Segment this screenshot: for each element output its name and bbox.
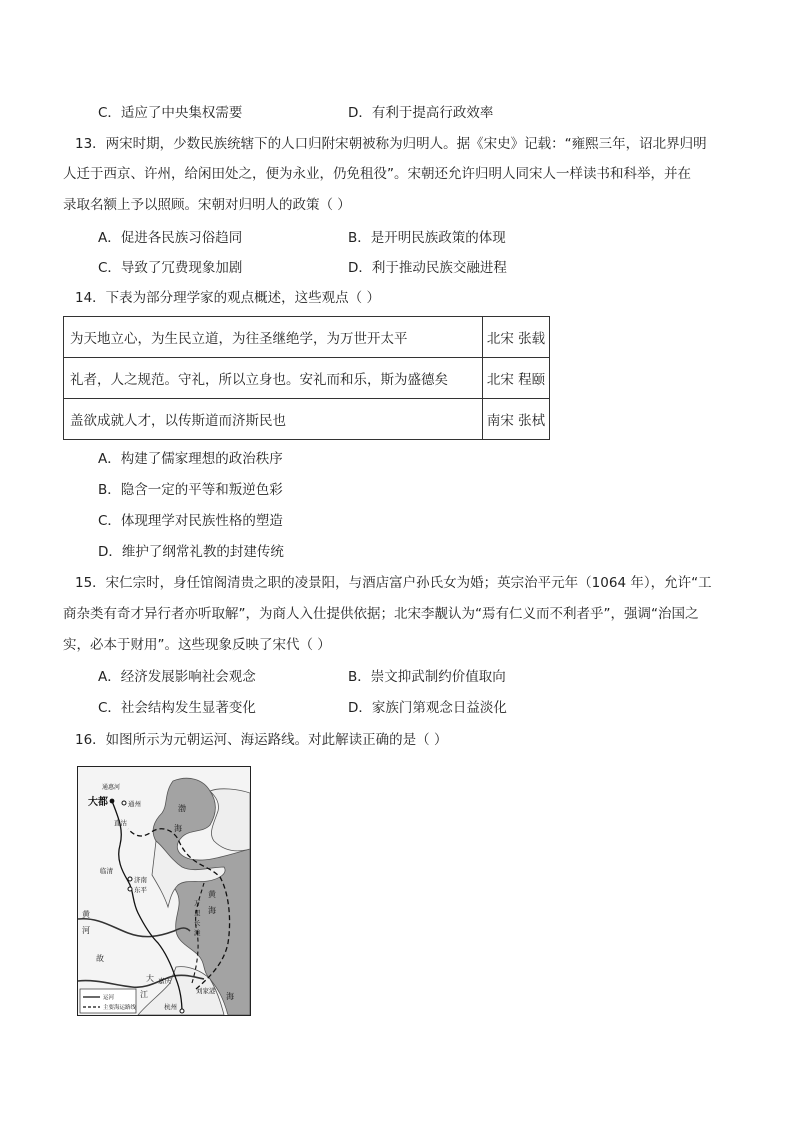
- map-drawing: [78, 767, 250, 1015]
- map-label: 海: [174, 824, 182, 833]
- map-label: 河: [82, 926, 90, 935]
- author-cell: 北宋 程颐: [483, 358, 550, 399]
- map-label: 嘉庆: [158, 977, 171, 985]
- q14-option-a: A．构建了儒家理想的政治秩序: [98, 451, 283, 467]
- q12-option-c: C．适应了中央集权需要: [98, 105, 243, 121]
- map-label: 黄: [208, 890, 216, 899]
- map-legend: [80, 989, 137, 1013]
- map-label: 直沽: [114, 819, 127, 827]
- q15-stem-line-2: 商杂类有奇才异行者亦听取解”，为商人入仕提供依据；北宋李觏认为“焉有仁义而不利者乎”，强调“治国之: [63, 606, 699, 622]
- q14-option-c: C．体现理学对民族性格的塑造: [98, 513, 283, 529]
- map-label: 通惠河: [102, 784, 121, 791]
- map-label: 江: [140, 990, 148, 999]
- legend-sea-route-label: 主要海运路线: [103, 1005, 137, 1011]
- map-label: 大都: [88, 797, 108, 808]
- q13-option-c: C．导致了冗费现象加剧: [98, 260, 243, 276]
- author-cell: 北宋 张载: [483, 317, 550, 358]
- hangzhou-dot: [180, 1009, 184, 1013]
- map-label: 滩: [194, 929, 201, 937]
- author-cell: 南宋 张栻: [483, 399, 550, 440]
- map-label: 里: [194, 909, 201, 917]
- q15-stem-line-3: 实，必本于财用”。这些现象反映了宋代（ ）: [63, 637, 331, 653]
- table-row: [64, 358, 550, 399]
- quote-cell: 为天地立心，为生民立道，为往圣继绝学，为万世开太平: [64, 317, 483, 358]
- q13-option-a: A．促进各民族习俗趋同: [98, 230, 243, 246]
- map-label: 渤: [178, 804, 186, 813]
- q13-stem-line-3: 录取名额上予以照顾。宋朝对归明人的政策（ ）: [63, 197, 351, 213]
- q12-option-d: D．有利于提高行政效率: [348, 105, 494, 121]
- map-label: 海: [208, 906, 216, 915]
- dadu-dot: [110, 799, 115, 804]
- map-label: 临清: [100, 867, 113, 875]
- map-label: 通州: [128, 800, 141, 808]
- map-label: 大: [146, 974, 154, 983]
- quote-cell: 盖欲成就人才，以传斯道而济斯民也: [64, 399, 483, 440]
- q14-views-table: [63, 316, 550, 440]
- map-label: 刘家港: [196, 987, 216, 995]
- yellow-river: [78, 919, 190, 937]
- q15-option-d: D．家族门第观念日益淡化: [348, 700, 507, 716]
- land-northeast: [210, 789, 250, 851]
- map-label: 济南: [134, 876, 147, 884]
- map-label: 黄: [82, 910, 90, 919]
- map-label: 杭州: [164, 1003, 177, 1011]
- q15-option-a: A．经济发展影响社会观念: [98, 669, 256, 685]
- q14-stem: 14．下表为部分理学家的观点概述，这些观点（ ）: [75, 290, 380, 306]
- map-label: 万: [194, 899, 201, 907]
- map-label: 故: [96, 954, 104, 963]
- q14-option-b: B．隐含一定的平等和叛逆色彩: [98, 482, 283, 498]
- yuan-canal-sea-route-map: [77, 766, 251, 1016]
- map-label: 长: [194, 919, 201, 927]
- q13-stem-line-2: 人迁于西京、许州，给闲田处之，便为永业，仍免租役”。宋朝还允许归明人同宋人一样读书和科举，并在: [63, 166, 691, 182]
- table-row: [64, 399, 550, 440]
- q16-stem: 16．如图所示为元朝运河、海运路线。对此解读正确的是（ ）: [75, 732, 448, 748]
- q15-option-b: B．崇文抑武制约价值取向: [348, 669, 506, 685]
- q14-option-d: D．维护了纲常礼教的封建传统: [98, 544, 284, 560]
- q13-option-d: D．利于推动民族交融进程: [348, 260, 507, 276]
- quote-cell: 礼者，人之规范。守礼，所以立身也。安礼而和乐，斯为盛德矣: [64, 358, 483, 399]
- map-label: 东平: [134, 886, 147, 894]
- legend-canal-label: 运河: [103, 995, 115, 1001]
- dongping-dot: [128, 887, 132, 891]
- tongzhou-dot: [122, 801, 126, 805]
- q13-stem-line-1: 13．两宋时期，少数民族统辖下的人口归附宋朝被称为归明人。据《宋史》记载：“雍熙三年，诏北界归明: [75, 136, 707, 152]
- jinan-dot: [128, 877, 132, 881]
- map-label: 海: [226, 992, 234, 1001]
- q15-stem-line-1: 15．宋仁宗时，身任馆阁清贵之职的凌景阳，与酒店富户孙氏女为婚；英宗治平元年（1064 年），允许“工: [75, 575, 712, 591]
- q13-option-b: B．是开明民族政策的体现: [348, 230, 506, 246]
- q15-option-c: C．社会结构发生显著变化: [98, 700, 256, 716]
- table-row: [64, 317, 550, 358]
